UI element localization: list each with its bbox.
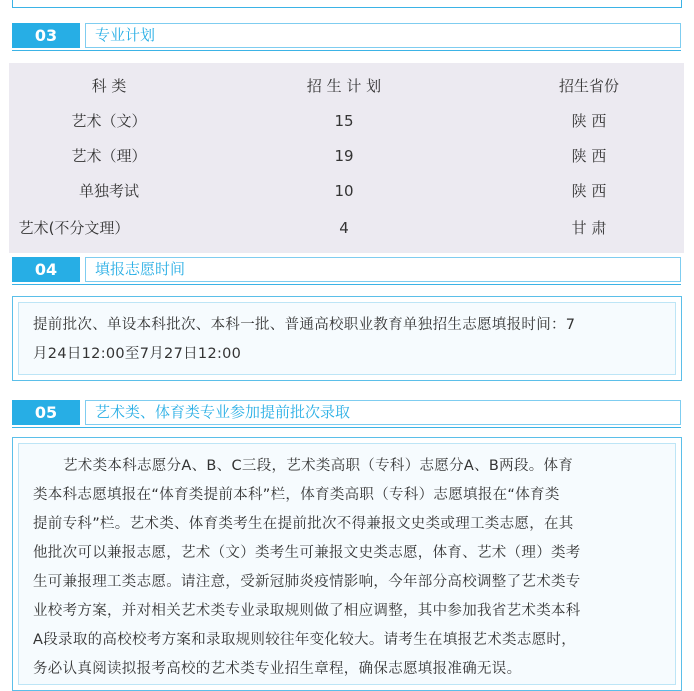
section-number-badge: 05 <box>12 400 80 425</box>
table-row <box>9 104 684 139</box>
section-number-badge: 03 <box>12 23 80 48</box>
table-cell-plan: 15 <box>334 112 354 130</box>
section-underline <box>12 427 681 428</box>
table-cell-category: 艺术（理） <box>71 147 147 165</box>
time-text-line: 月24日12:00至7月27日12:00 <box>33 346 242 362</box>
art-text-line: 他批次可以兼报志愿，艺术（文）类考生可兼报文史类志愿，体育、艺术（理）类考 <box>33 545 581 561</box>
table-header-province: 招生省份 <box>558 77 619 95</box>
table-cell-province: 甘 肃 <box>571 219 607 237</box>
table-row <box>9 211 684 246</box>
section-title: 艺术类、体育类专业参加提前批次录取 <box>95 403 351 421</box>
table-row <box>9 174 684 209</box>
table-cell-category: 艺术(不分文理） <box>18 219 130 237</box>
art-text-line: 生可兼报理工类志愿。请注意，受新冠肺炎疫情影响，今年部分高校调整了艺术类专 <box>33 574 581 590</box>
table-header-row <box>9 69 684 104</box>
art-text-line: 类本科志愿填报在“体育类提前本科”栏，体育类高职（专科）志愿填报在“体育类 <box>33 487 560 503</box>
table-cell-category: 单独考试 <box>78 182 139 200</box>
art-text-line: 务必认真阅读拟报考高校的艺术类专业招生章程，确保志愿填报准确无误。 <box>33 661 522 677</box>
table-header-category: 科 类 <box>91 77 127 95</box>
section-number-badge: 04 <box>12 257 80 282</box>
table-cell-plan: 4 <box>339 219 349 237</box>
art-text-line: 艺术类本科志愿分A、B、C三段，艺术类高职（专科）志愿分A、B两段。体育 <box>63 458 574 474</box>
previous-box-bottom-edge <box>12 7 682 8</box>
table-cell-plan: 10 <box>334 182 354 200</box>
section-underline <box>12 50 681 51</box>
table-cell-province: 陕 西 <box>571 182 607 200</box>
table-header-plan: 招 生 计 划 <box>306 77 382 95</box>
table-cell-plan: 19 <box>334 147 354 165</box>
section-title-frame <box>85 23 681 48</box>
section-header-05 <box>12 400 681 425</box>
time-text-line: 提前批次、单设本科批次、本科一批、普通高校职业教育单独招生志愿填报时间：7 <box>33 317 576 333</box>
section-header-03 <box>12 23 681 48</box>
art-text-line: 提前专科”栏。艺术类、体育类考生在提前批次不得兼报文史类或理工类志愿，在其 <box>33 516 574 532</box>
section-underline <box>12 284 681 285</box>
art-text-line: 业校考方案，并对相关艺术类专业录取规则做了相应调整，其中参加我省艺术类本科 <box>33 603 581 619</box>
table-cell-category: 艺术（文） <box>71 112 147 130</box>
art-text-line: A段录取的高校校考方案和录取规则较往年变化较大。请考生在填报艺术类志愿时， <box>33 632 577 648</box>
section-header-04 <box>12 257 681 282</box>
table-cell-province: 陕 西 <box>571 112 607 130</box>
table-cell-province: 陕 西 <box>571 147 607 165</box>
section-title: 专业计划 <box>95 26 156 44</box>
table-row <box>9 139 684 174</box>
section-title: 填报志愿时间 <box>95 260 186 278</box>
